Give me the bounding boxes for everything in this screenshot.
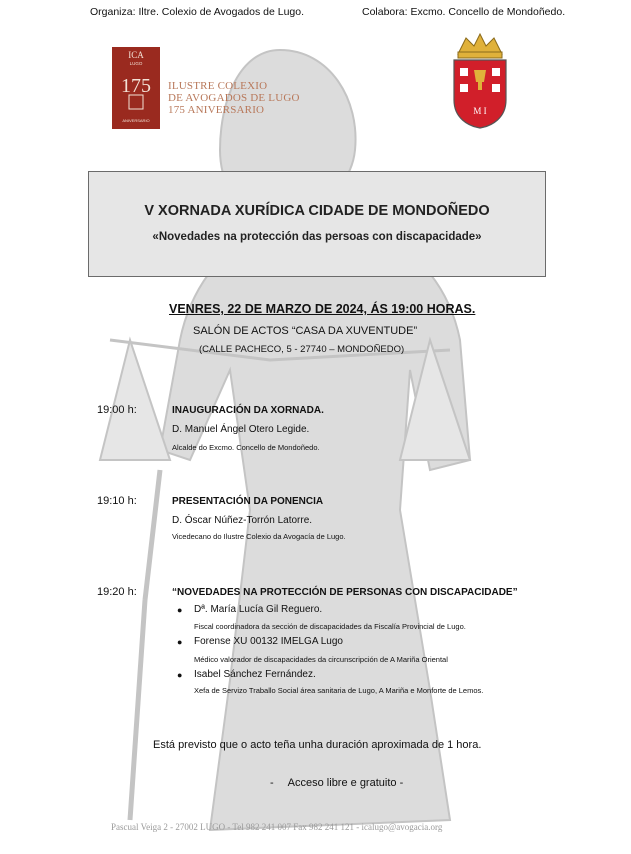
program-title: “NOVEDADES NA PROTECCIÓN DE PERSONAS CON DISCAPACIDADE” [172,587,518,598]
panel-speaker: Dª. María Lucía Gil Reguero. [194,604,323,615]
justice-watermark-icon [70,40,490,840]
panel-speaker: Forense XU 00132 IMELGA Lugo [194,636,343,647]
title-box [88,171,546,277]
ica-line2: DE AVOGADOS DE LUGO [168,92,300,104]
bullet-icon: ● [177,605,183,615]
event-subtitle: «Novedades na protección das persoas con discapacidade» [152,231,482,243]
access-text: Acceso libre e gratuito - [287,777,404,789]
badge-number: 175 [121,75,151,97]
ica-logo-text [168,80,300,116]
collaborator-text: Colabora: Excmo. Concello de Mondoñedo. [362,6,566,18]
program-time: 19:20 h: [97,586,137,598]
duration-note: Está previsto que o acto teña unha duración aproximada de 1 hora. [153,739,482,751]
program-time: 19:10 h: [97,495,137,507]
panel-speaker-role: Xefa de Servizo Traballo Social área sanitaria de Lugo, A Mariña e Monforte de Lemos. [194,686,484,695]
badge-top: ICA [128,50,144,60]
program-speaker-role: Vicedecano do Ilustre Colexio da Avogacía de Lugo. [172,532,346,541]
bullet-icon: ● [177,670,183,680]
panel-speaker-role: Fiscal coordinadora da sección de discapacidades da Fiscalía Provincial de Lugo. [194,622,466,631]
program-speaker-role: Alcalde do Excmo. Concello de Mondoñedo. [172,443,320,452]
program-speaker: D. Manuel Ángel Otero Legide. [172,424,310,435]
panel-speaker: Isabel Sánchez Fernández. [194,669,316,680]
coat-letters: M I [473,106,487,116]
event-address: (CALLE PACHECO, 5 - 27740 – MONDOÑEDO) [199,344,405,355]
mondonedo-coat-of-arms-icon [446,30,514,130]
event-venue: SALÓN DE ACTOS “CASA DA XUVENTUDE” [193,325,418,337]
program-time: 19:00 h: [97,404,137,416]
ica-line3: 175 ANIVERSARIO [168,104,265,116]
access-note [270,777,403,789]
event-date: VENRES, 22 DE MARZO DE 2024, ÁS 19:00 HORAS. [169,302,476,316]
ica-badge-icon [112,47,160,129]
organizer-text: Organiza: Iltre. Colexio de Avogados de Lugo. [90,6,305,18]
event-title: V XORNADA XURÍDICA CIDADE DE MONDOÑEDO [144,203,490,219]
program-speaker: D. Óscar Núñez-Torrón Latorre. [172,515,313,526]
access-dash: - [270,777,274,789]
bullet-icon: ● [177,637,183,647]
program-title: INAUGURACIÓN DA XORNADA. [172,405,324,416]
ica-line1: ILUSTRE COLEXIO [168,80,268,92]
panel-speaker-role: Médico valorador de discapacidades da circunscripción de A Mariña Oriental [194,655,448,664]
ica-lugo-logo [112,47,160,129]
program-title: PRESENTACIÓN DA PONENCIA [172,496,324,507]
badge-anniv: ANIVERSARIO [122,118,150,123]
contact-footer: Pascual Veiga 2 - 27002 LUGO - Tel 982 241 007 Fax 982 241 121 - icalugo@avogacia.org [111,822,443,832]
badge-city: LUGO [129,61,143,66]
